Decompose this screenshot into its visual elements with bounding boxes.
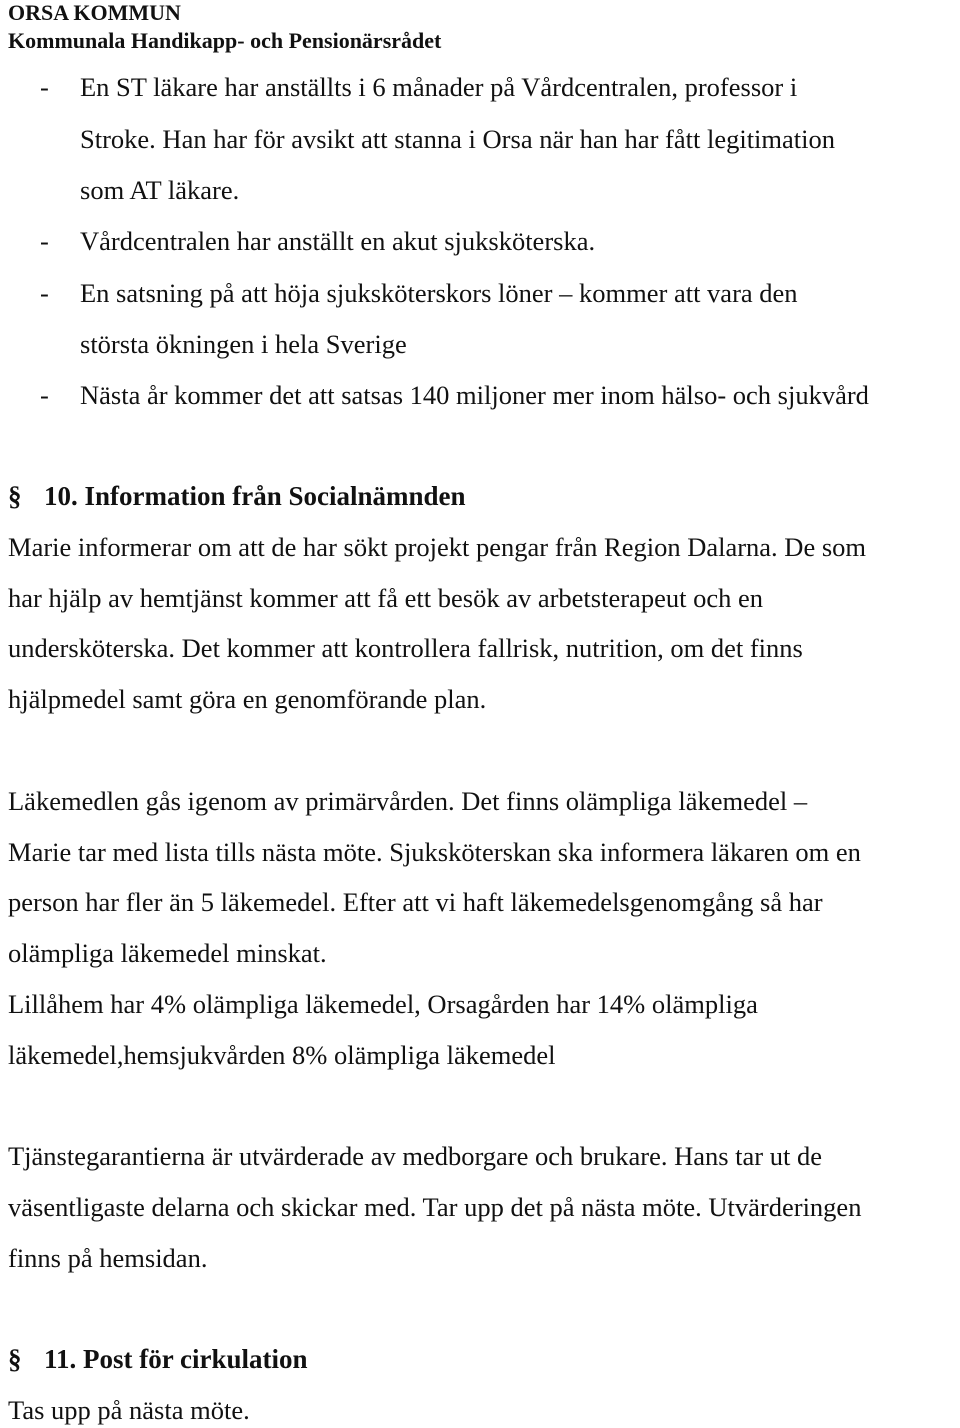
- paragraph-line: Tjänstegarantierna är utvärderade av medborgare och brukare. Hans tar ut de: [8, 1141, 822, 1171]
- bullet-dash: -: [40, 278, 49, 308]
- council-name: Kommunala Handikapp- och Pensionärsrådet: [8, 28, 442, 53]
- section-symbol: §: [8, 1344, 22, 1374]
- paragraph-line: person har fler än 5 läkemedel. Efter att vi haft läkemedelsgenomgång så har: [8, 887, 823, 917]
- paragraph-line: Läkemedlen gås igenom av primärvården. Det finns olämpliga läkemedel –: [8, 786, 808, 816]
- section-title: 11. Post för cirkulation: [44, 1344, 308, 1374]
- bullet-line: En ST läkare har anställts i 6 månader på Vårdcentralen, professor i: [80, 72, 798, 102]
- bullet-line: Stroke. Han har för avsikt att stanna i Orsa när han har fått legitimation: [80, 124, 836, 154]
- bullet-dash: -: [40, 72, 49, 102]
- section-title: 10. Information från Socialnämnden: [44, 481, 466, 511]
- bullet-line: Nästa år kommer det att satsas 140 miljoner mer inom hälso- och sjukvård: [80, 380, 869, 410]
- paragraph-line: undersköterska. Det kommer att kontrollera fallrisk, nutrition, om det finns: [8, 633, 803, 663]
- paragraph-line: Tas upp på nästa möte.: [8, 1395, 250, 1425]
- bullet-line: Vårdcentralen har anställt en akut sjuksköterska.: [80, 226, 596, 256]
- bullet-line: som AT läkare.: [80, 175, 240, 205]
- paragraph-line: finns på hemsidan.: [8, 1243, 208, 1273]
- bullet-line: största ökningen i hela Sverige: [80, 329, 407, 359]
- paragraph-line: Marie informerar om att de har sökt projekt pengar från Region Dalarna. De som: [8, 532, 867, 562]
- bullet-dash: -: [40, 380, 49, 410]
- paragraph-line: olämpliga läkemedel minskat.: [8, 938, 327, 968]
- bullet-line: En satsning på att höja sjuksköterskors löner – kommer att vara den: [80, 278, 798, 308]
- org-name: ORSA KOMMUN: [8, 0, 181, 25]
- paragraph-line: Marie tar med lista tills nästa möte. Sjuksköterskan ska informera läkaren om en: [8, 837, 861, 867]
- section-symbol: §: [8, 481, 22, 511]
- paragraph-line: läkemedel,hemsjukvården 8% olämpliga läkemedel: [8, 1040, 556, 1070]
- bullet-dash: -: [40, 226, 49, 256]
- paragraph-line: väsentligaste delarna och skickar med. Tar upp det på nästa möte. Utvärderingen: [8, 1192, 862, 1222]
- paragraph-line: har hjälp av hemtjänst kommer att få ett besök av arbetsterapeut och en: [8, 583, 763, 613]
- paragraph-line: Lillåhem har 4% olämpliga läkemedel, Orsagården har 14% olämpliga: [8, 989, 758, 1019]
- paragraph-line: hjälpmedel samt göra en genomförande plan.: [8, 684, 487, 714]
